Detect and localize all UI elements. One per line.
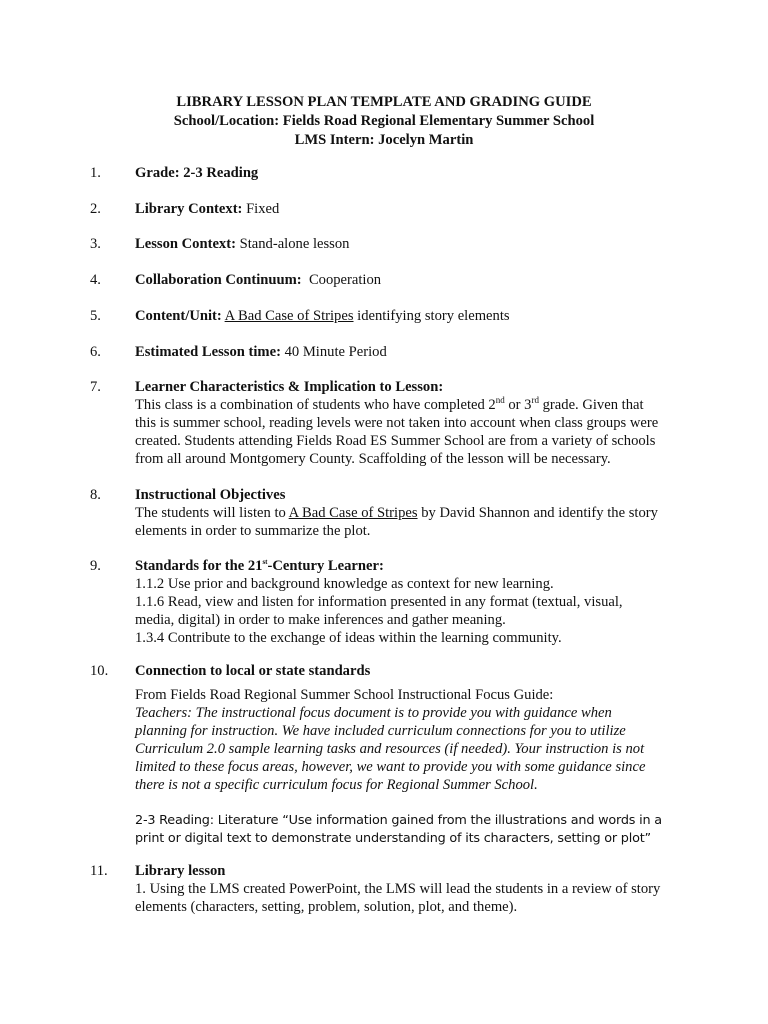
lesson-context-label: Lesson Context: [135,236,236,252]
item-number: 1. [90,165,101,181]
lesson-time-value: 40 Minute Period [280,344,387,360]
document-title: LIBRARY LESSON PLAN TEMPLATE AND GRADING GUIDE [176,94,592,110]
book-title: A Bad Case of Stripes [288,505,418,521]
learner-line-2: this is summer school, reading levels were not taken into account when class groups were [135,415,659,431]
grade-label: Grade: 2-3 Reading [135,165,259,181]
school-location: School/Location: Fields Road Regional Elementary Summer School [173,113,595,129]
literature-standard-2: print or digital text to demonstrate understanding of its characters, setting or plot” [135,831,651,846]
learner-line-1 [135,396,695,414]
standards-label [135,557,695,575]
item-number: 8. [90,487,101,503]
library-context-value: Fixed [242,201,280,217]
collaboration-label: Collaboration Continuum: [135,272,302,288]
ordinal-suffix: nd [495,395,505,405]
collaboration-value: Cooperation [301,272,382,288]
item-number: 2. [90,201,101,217]
ordinal-suffix: rd [531,395,539,405]
state-standards-label: Connection to local or state standards [135,663,371,679]
standards-label-text: -Century Learner: [267,558,384,574]
learner-line-3: created. Students attending Fields Road ES Summer School are from a variety of schools [135,433,656,449]
item-number: 7. [90,379,101,395]
ordinal-suffix: st [262,558,268,566]
content-unit-value: identifying story elements [353,308,510,324]
focus-guide-intro: From Fields Road Regional Summer School Instructional Focus Guide: [135,687,554,703]
standard-1-1-6-cont: media, digital) in order to make inferences and gather meaning. [135,612,506,628]
learner-characteristics-label: Learner Characteristics & Implication to Lesson: [135,379,444,395]
learner-line-4: from all around Montgomery County. Scaffolding of the lesson will be necessary. [135,451,611,467]
focus-guide-quote-1: Teachers: The instructional focus document is to provide you with guidance when [135,705,612,721]
item-number: 3. [90,236,101,252]
objectives-line-2: elements in order to summarize the plot. [135,523,371,539]
library-context-label: Library Context: [135,201,243,217]
objectives-text: The students will listen to [135,505,289,521]
standard-1-3-4: 1.3.4 Contribute to the exchange of ideas within the learning community. [135,630,562,646]
item-number: 11. [90,863,108,879]
document-header [0,93,768,150]
standard-1-1-2: 1.1.2 Use prior and background knowledge as context for new learning. [135,576,554,592]
focus-guide-quote-3: Curriculum 2.0 sample learning tasks and resources (if needed). Your instruction is not [135,741,645,757]
learner-text: or 3 [504,397,532,413]
objectives-label: Instructional Objectives [135,487,286,503]
standards-label-text: Standards for the 21 [135,558,263,574]
item-number: 4. [90,272,101,288]
objectives-text: by David Shannon and identify the story [417,505,658,521]
item-number: 6. [90,344,101,360]
focus-guide-quote-2: planning for instruction. We have included curriculum connections for you to utilize [135,723,626,739]
literature-standard-1: 2-3 Reading: Literature “Use information gained from the illustrations and words in a [135,813,662,828]
focus-guide-quote-5: there is not a specific curriculum focus for Regional Summer School. [135,777,538,793]
focus-guide-quote-4: limited to these focus areas, however, we want to provide you with some guidance since [135,759,646,775]
learner-text: grade. Given that [538,397,644,413]
library-lesson-step-1: 1. Using the LMS created PowerPoint, the LMS will lead the students in a review of story [135,881,661,897]
lesson-context-value: Stand-alone lesson [235,236,350,252]
lesson-time-label: Estimated Lesson time: [135,344,281,360]
lms-intern: LMS Intern: Jocelyn Martin [294,132,474,148]
content-unit-label: Content/Unit: [135,308,222,324]
book-title: A Bad Case of Stripes [224,308,354,324]
library-lesson-label: Library lesson [135,863,226,879]
objectives-line-1 [135,504,695,522]
library-lesson-step-1-cont: elements (characters, setting, problem, solution, plot, and theme). [135,899,518,915]
item-number: 5. [90,308,101,324]
item-number: 10. [90,663,109,679]
item-number: 9. [90,558,101,574]
standard-1-1-6: 1.1.6 Read, view and listen for information presented in any format (textual, visual, [135,594,623,610]
learner-text: This class is a combination of students who have completed 2 [135,397,496,413]
